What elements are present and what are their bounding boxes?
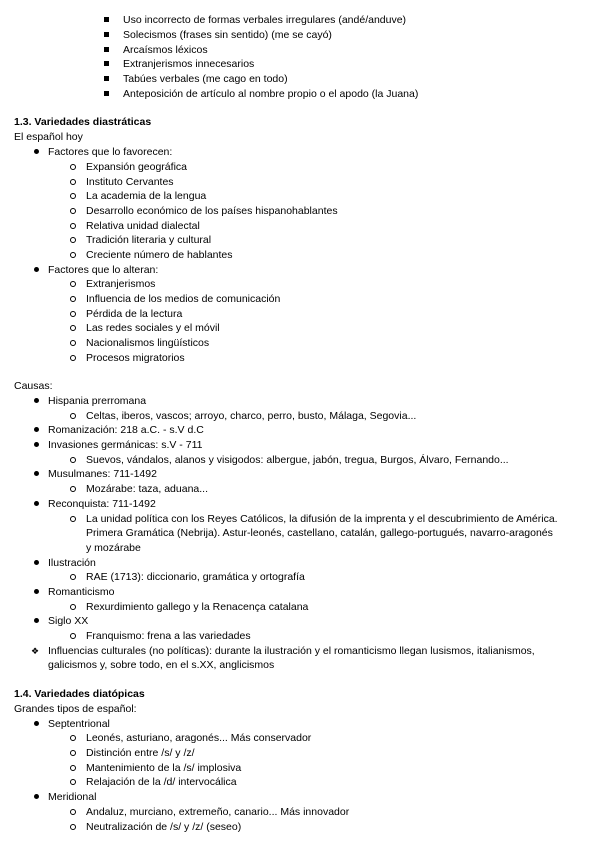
sub-list-item: Instituto Cervantes: [86, 176, 174, 188]
circle-bullet-icon: [70, 248, 76, 258]
list-item: Arcaísmos léxicos: [123, 44, 208, 56]
sub-list-item: Franquismo: frena a las variedades: [86, 630, 251, 642]
sub-list-item: La unidad política con los Reyes Católicos, la difusión de la imprenta y el descubrimiento de América.: [86, 513, 558, 525]
sub-list-item: Influencia de los medios de comunicación: [86, 293, 281, 305]
circle-bullet-icon: [70, 321, 76, 331]
sub-list-item: Andaluz, murciano, extremeño, canario... Más innovador: [86, 806, 350, 818]
dot-bullet-icon: [34, 467, 39, 476]
dot-bullet-icon: [34, 614, 39, 623]
sub-list-item: Desarrollo económico de los países hispanohablantes: [86, 205, 338, 217]
list-item: Romanización: 218 a.C. - s.V d.C: [48, 424, 204, 436]
square-bullet-icon: [104, 87, 109, 96]
dot-bullet-icon: [34, 717, 39, 726]
list-item: Tabúes verbales (me cago en todo): [123, 73, 288, 85]
sub-list-item: Rexurdimiento gallego y la Renacença catalana: [86, 601, 309, 613]
circle-bullet-icon: [70, 731, 76, 741]
circle-bullet-icon: [70, 512, 76, 522]
circle-bullet-icon: [70, 189, 76, 199]
sub-list-item: Procesos migratorios: [86, 352, 185, 364]
circle-bullet-icon: [70, 204, 76, 214]
circle-bullet-icon: [70, 820, 76, 830]
sub-list-item: La academia de la lengua: [86, 190, 207, 202]
list-item: Musulmanes: 711-1492: [48, 468, 157, 480]
list-item: Invasiones germánicas: s.V - 711: [48, 439, 203, 451]
dot-bullet-icon: [34, 263, 39, 272]
dot-bullet-icon: [34, 585, 39, 594]
dot-bullet-icon: [34, 556, 39, 565]
sub-list-item: Las redes sociales y el móvil: [86, 322, 220, 334]
circle-bullet-icon: [70, 277, 76, 287]
sub-list-item: Extranjerismos: [86, 278, 156, 290]
sub-list-item: Leonés, asturiano, aragonés... Más conservador: [86, 732, 312, 744]
sub-list-item: Tradición literaria y cultural: [86, 234, 212, 246]
list-item: Septentrional: [48, 718, 110, 730]
list-item: Hispania prerromana: [48, 395, 147, 407]
circle-bullet-icon: [70, 453, 76, 463]
sub-list-item: Mantenimiento de la /s/ implosiva: [86, 762, 242, 774]
dot-bullet-icon: [34, 497, 39, 506]
list-item: Meridional: [48, 791, 97, 803]
sub-list-item: RAE (1713): diccionario, gramática y ortografía: [86, 571, 305, 583]
square-bullet-icon: [104, 72, 109, 81]
sub-list-item: Relajación de la /d/ intervocálica: [86, 776, 237, 788]
section-heading: 1.3. Variedades diastráticas: [14, 116, 152, 128]
circle-bullet-icon: [70, 160, 76, 170]
list-item: Uso incorrecto de formas verbales irregulares (andé/anduve): [123, 14, 407, 26]
list-item: Ilustración: [48, 557, 96, 569]
sub-list-item: Suevos, vándalos, alanos y visigodos: albergue, jabón, tregua, Burgos, Álvaro, Fernando...: [86, 454, 509, 466]
section-intro: Causas:: [14, 380, 53, 392]
sub-list-item: Mozárabe: taza, aduana...: [86, 483, 208, 495]
circle-bullet-icon: [70, 805, 76, 815]
list-item: Siglo XX: [48, 615, 89, 627]
dot-bullet-icon: [34, 394, 39, 403]
list-item: Factores que lo alteran:: [48, 264, 159, 276]
circle-bullet-icon: [70, 746, 76, 756]
sub-list-item-continuation: Primera Gramática (Nebrija). Astur-leonés, castellano, catalán, gallego-portugués, navarro-aragonés: [86, 527, 553, 539]
list-item-continuation: galicismos y, sobre todo, en el s.XX, anglicismos: [48, 659, 275, 671]
list-item: Extranjerismos innecesarios: [123, 58, 255, 70]
sub-list-item: Celtas, iberos, vascos; arroyo, charco, perro, busto, Málaga, Segovia...: [86, 410, 417, 422]
circle-bullet-icon: [70, 482, 76, 492]
circle-bullet-icon: [70, 292, 76, 302]
section-heading: 1.4. Variedades diatópicas: [14, 688, 145, 700]
sub-list-item: Distinción entre /s/ y /z/: [86, 747, 195, 759]
section-intro: Grandes tipos de español:: [14, 703, 137, 715]
circle-bullet-icon: [70, 219, 76, 229]
circle-bullet-icon: [70, 351, 76, 361]
circle-bullet-icon: [70, 336, 76, 346]
list-item: Reconquista: 711-1492: [48, 498, 156, 510]
circle-bullet-icon: [70, 600, 76, 610]
list-item: Influencias culturales (no políticas): durante la ilustración y el romanticismo llegan lusismos, italianismos,: [48, 645, 535, 657]
circle-bullet-icon: [70, 175, 76, 185]
dot-bullet-icon: [34, 790, 39, 799]
square-bullet-icon: [104, 57, 109, 66]
circle-bullet-icon: [70, 761, 76, 771]
dot-bullet-icon: [34, 145, 39, 154]
circle-bullet-icon: [70, 629, 76, 639]
sub-list-item: Expansión geográfica: [86, 161, 187, 173]
sub-list-item-continuation: y mozárabe: [86, 542, 141, 554]
square-bullet-icon: [104, 28, 109, 37]
list-item: Romanticismo: [48, 586, 115, 598]
circle-bullet-icon: [70, 409, 76, 419]
square-bullet-icon: [104, 43, 109, 52]
circle-bullet-icon: [70, 570, 76, 580]
dot-bullet-icon: [34, 438, 39, 447]
circle-bullet-icon: [70, 307, 76, 317]
sub-list-item: Neutralización de /s/ y /z/ (seseo): [86, 821, 242, 833]
square-bullet-icon: [104, 13, 109, 22]
sub-list-item: Pérdida de la lectura: [86, 308, 183, 320]
list-item: Anteposición de artículo al nombre propio o el apodo (la Juana): [123, 88, 419, 100]
circle-bullet-icon: [70, 775, 76, 785]
list-item: Solecismos (frases sin sentido) (me se cayó): [123, 29, 332, 41]
sub-list-item: Creciente número de hablantes: [86, 249, 233, 261]
diamond-bullet-icon: ❖: [31, 646, 40, 656]
list-item: Factores que lo favorecen:: [48, 146, 173, 158]
section-intro: El español hoy: [14, 131, 83, 143]
dot-bullet-icon: [34, 423, 39, 432]
sub-list-item: Relativa unidad dialectal: [86, 220, 200, 232]
circle-bullet-icon: [70, 233, 76, 243]
sub-list-item: Nacionalismos lingüísticos: [86, 337, 210, 349]
